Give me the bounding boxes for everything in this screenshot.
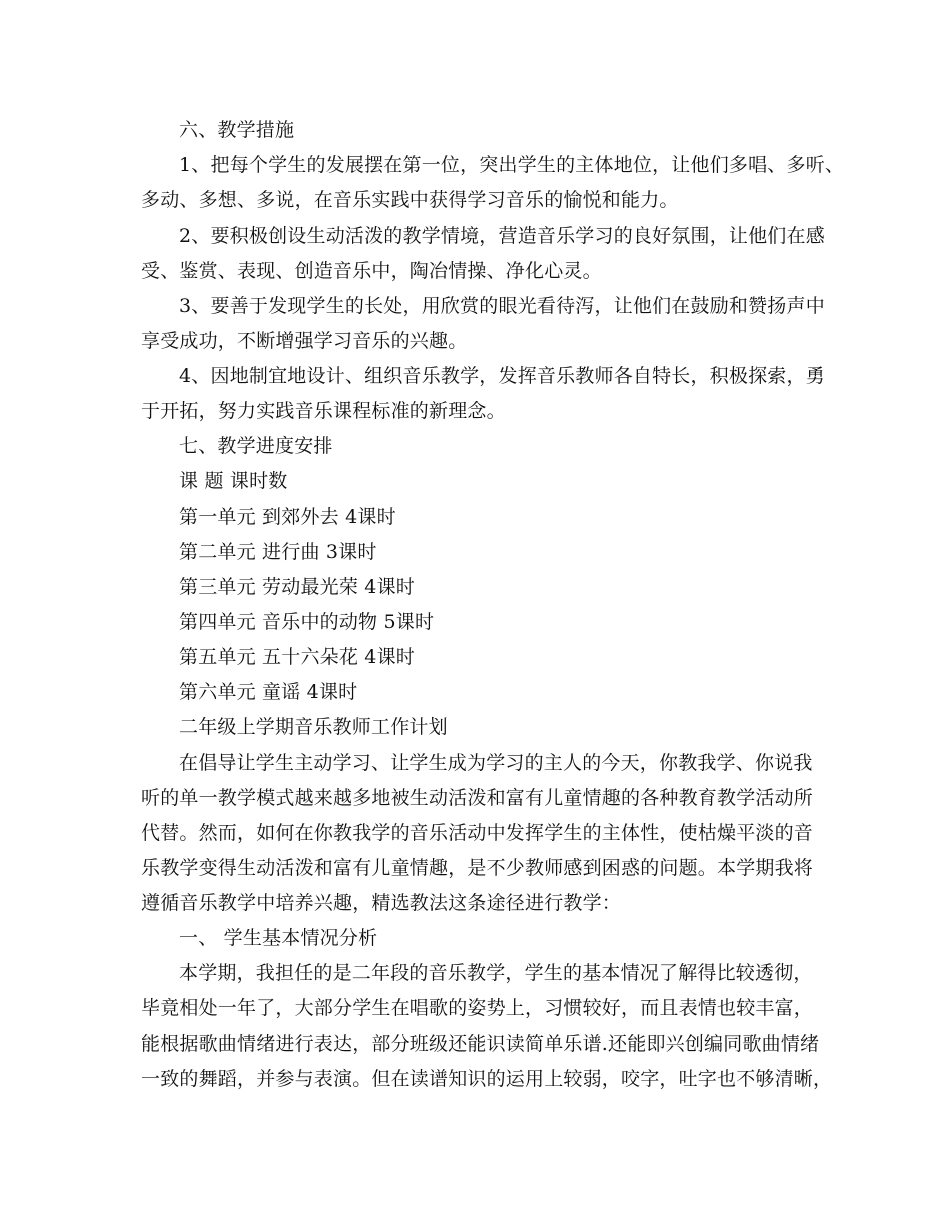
- paragraph-line: 能根据歌曲情绪进行表达，部分班级还能识读简单乐谱.还能即兴创编同歌曲情绪: [141, 1033, 820, 1055]
- schedule-row: 第四单元 音乐中的动物 5课时: [179, 611, 435, 633]
- paragraph-line: 4、因地制宜地设计、组织音乐教学，发挥音乐教师各自特长，积极探索，勇: [179, 365, 825, 387]
- section-heading: 七、教学进度安排: [179, 435, 333, 457]
- paragraph-line: 受、鉴赏、表现、创造音乐中，陶冶情操、净化心灵。: [141, 260, 602, 282]
- schedule-row: 第三单元 劳动最光荣 4课时: [179, 576, 415, 598]
- paragraph-line: 3、要善于发现学生的长处，用欣赏的眼光看待泻，让他们在鼓励和赞扬声中: [179, 295, 825, 317]
- paragraph-line: 在倡导让学生主动学习、让学生成为学习的主人的今天，你教我学、你说我: [179, 752, 813, 774]
- paragraph-line: 于开拓，努力实践音乐课程标准的新理念。: [141, 400, 506, 422]
- paragraph-line: 本学期，我担任的是二年段的音乐教学，学生的基本情况了解得比较透彻，: [179, 962, 813, 984]
- paragraph-line: 乐教学变得生动活泼和富有儿童情趣，是不少教师感到困惑的问题。本学期我将: [141, 857, 814, 879]
- paragraph-line: 多动、多想、多说，在音乐实践中获得学习音乐的愉悦和能力。: [141, 189, 679, 211]
- paragraph-line: 毕竟相处一年了，大部分学生在唱歌的姿势上，习惯较好，而且表情也较丰富，: [141, 997, 814, 1019]
- document-title: 二年级上学期音乐教师工作计划: [179, 716, 448, 738]
- schedule-row: 第二单元 进行曲 3课时: [179, 541, 377, 563]
- paragraph-line: 1、把每个学生的发展摆在第一位，突出学生的主体地位，让他们多唱、多听、: [179, 154, 845, 176]
- paragraph-line: 遵循音乐教学中培养兴趣，精选教法这条途径进行教学：: [141, 892, 622, 914]
- schedule-row: 第一单元 到郊外去 4课时: [179, 506, 396, 528]
- paragraph-line: 享受成功，不断增强学习音乐的兴趣。: [141, 330, 468, 352]
- schedule-row: 第五单元 五十六朵花 4课时: [179, 646, 415, 668]
- schedule-header: 课 题 课时数: [179, 470, 288, 492]
- paragraph-line: 代替。然而，如何在你教我学的音乐活动中发挥学生的主体性，使枯燥平淡的音: [141, 822, 814, 844]
- section-heading: 六、教学措施: [179, 119, 295, 141]
- schedule-row: 第六单元 童谣 4课时: [179, 681, 358, 703]
- paragraph-line: 听的单一教学模式越来越多地被生动活泼和富有儿童情趣的各种教育教学活动所: [141, 787, 814, 809]
- section-heading: 一、 学生基本情况分析: [179, 927, 378, 949]
- paragraph-line: 2、要积极创设生动活泼的教学情境，营造音乐学习的良好氛围，让他们在感: [179, 225, 825, 247]
- paragraph-line: 一致的舞蹈，并参与表演。但在读谱知识的运用上较弱，咬字，吐字也不够清晰，: [141, 1068, 833, 1090]
